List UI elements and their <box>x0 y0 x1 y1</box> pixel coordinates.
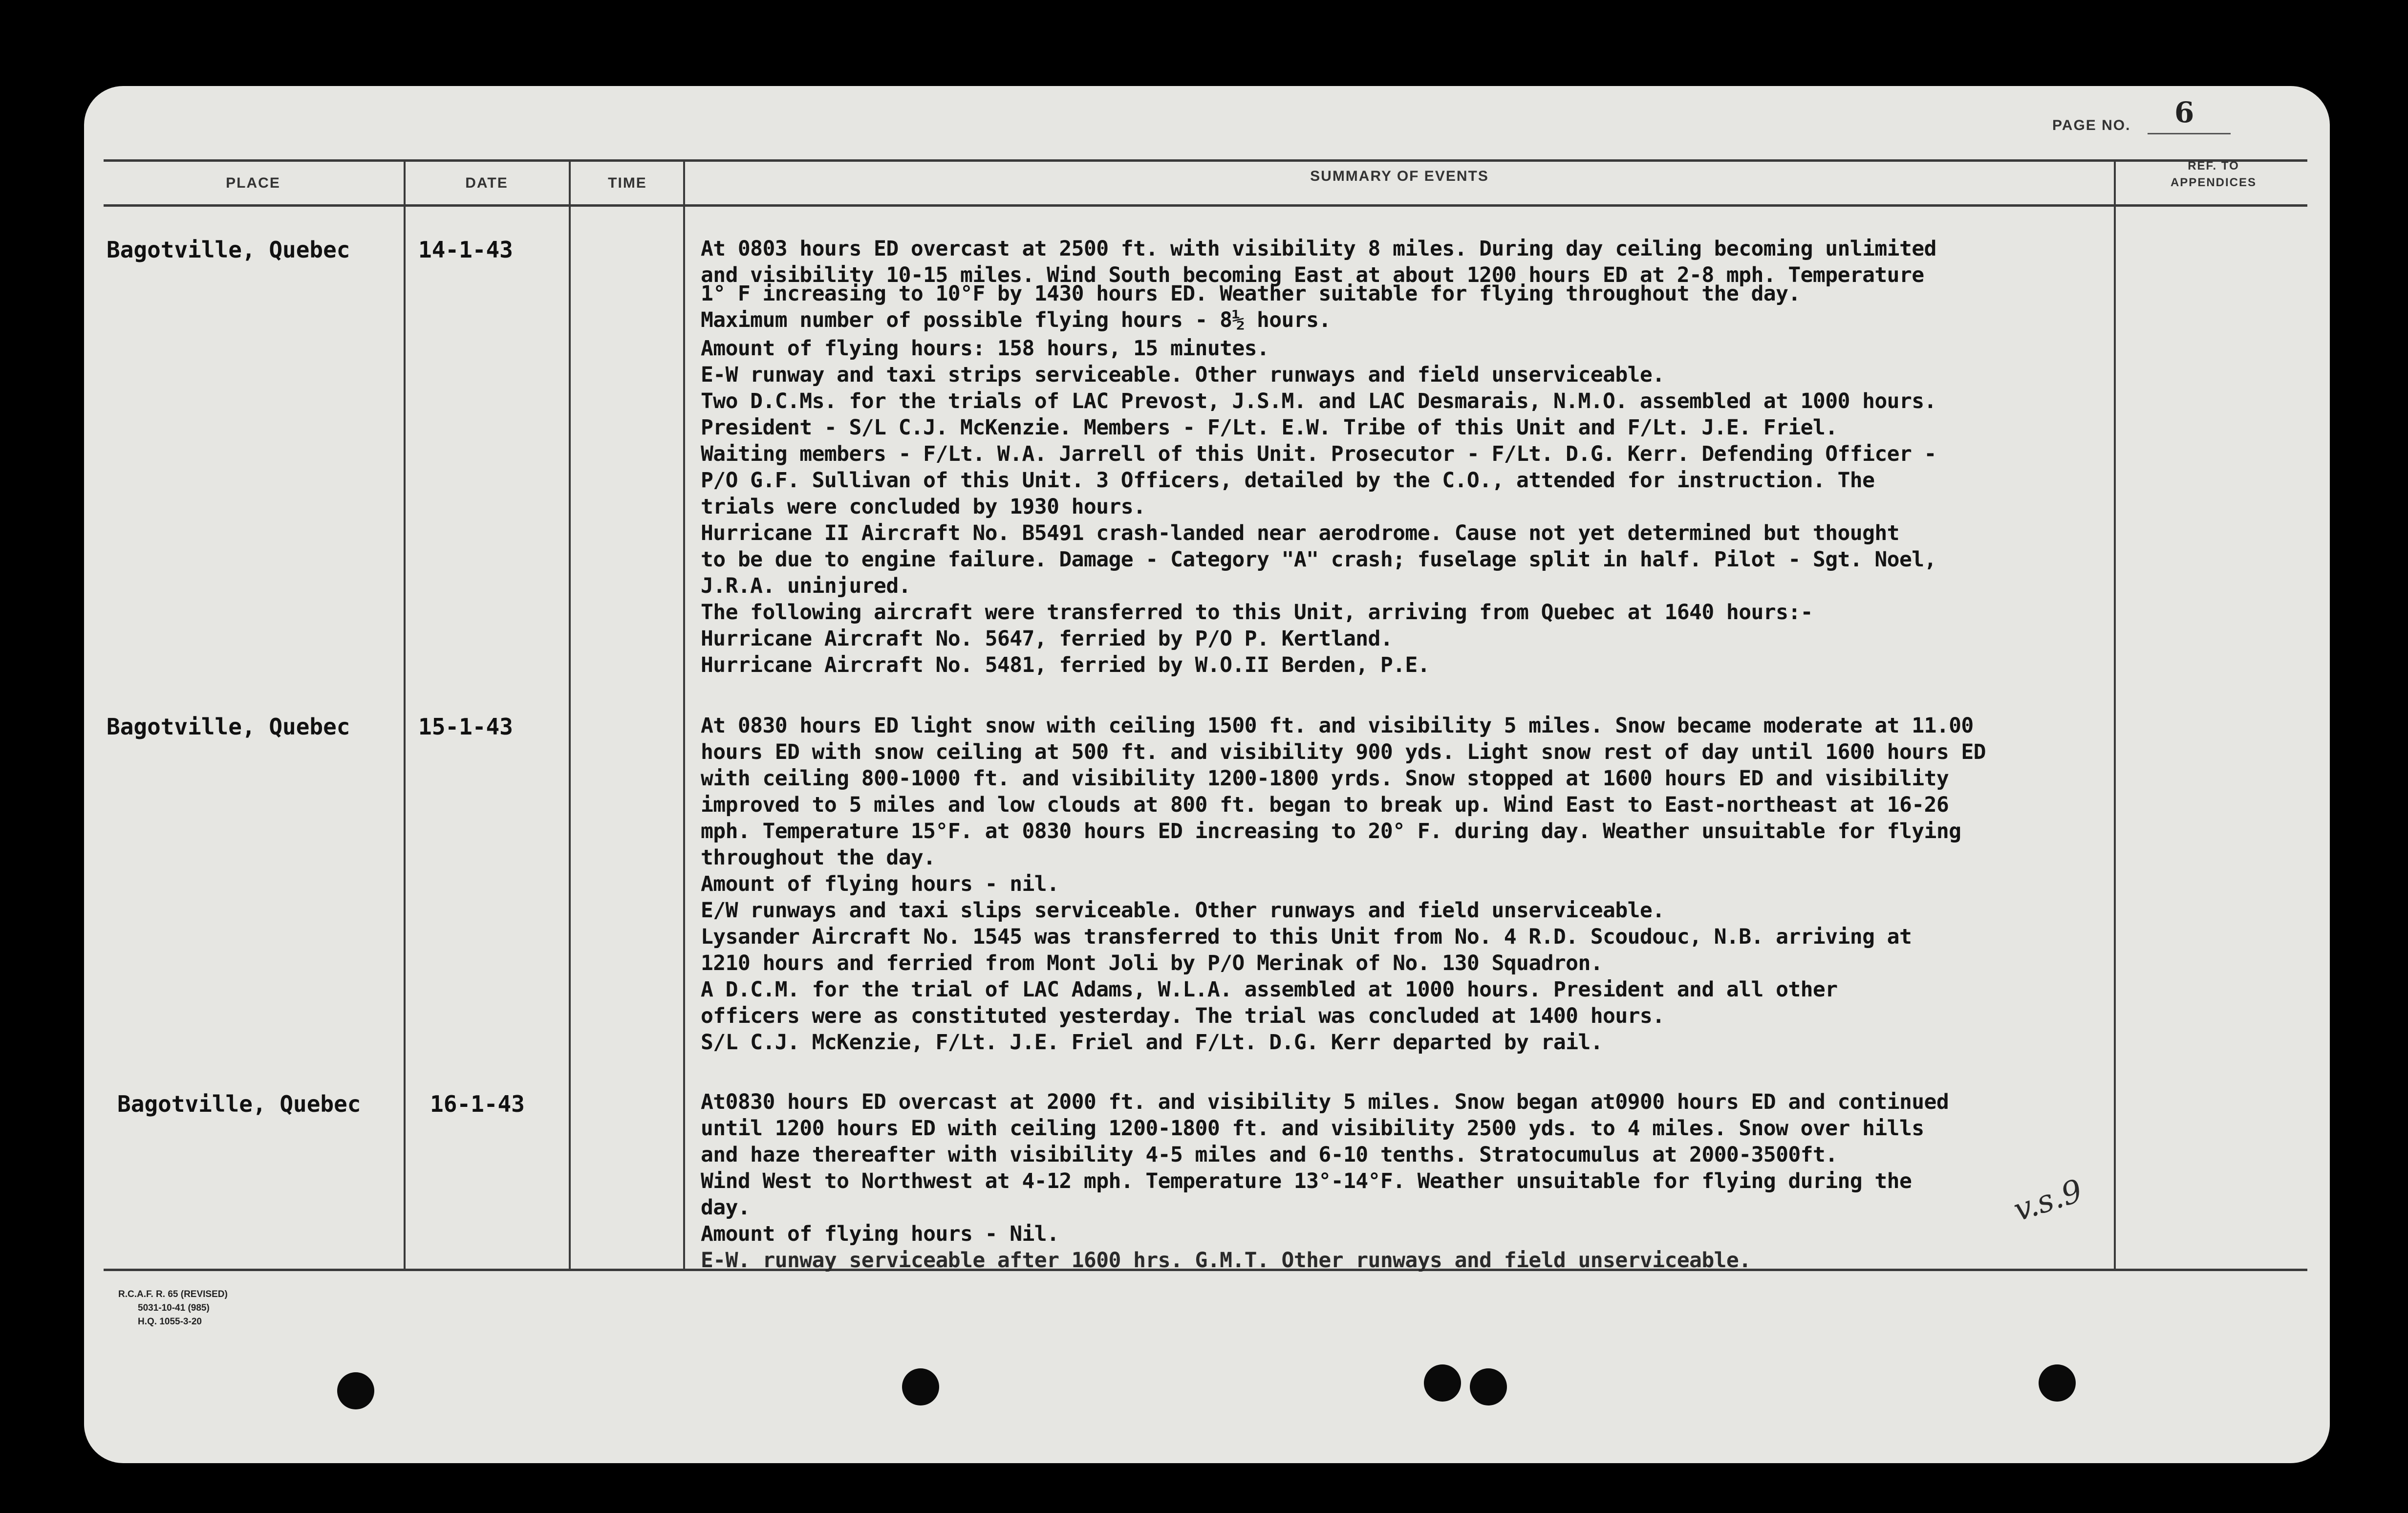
column-divider-2 <box>569 159 571 1270</box>
form-number-line1: R.C.A.F. R. 65 (REVISED) <box>118 1289 228 1299</box>
punch-hole <box>1424 1364 1461 1402</box>
summary-line: Hurricane II Aircraft No. B5491 crash-landed near aerodrome. Cause not yet determined but thought <box>701 521 1899 545</box>
entry-date: 14-1-43 <box>418 237 513 263</box>
summary-line: 1° F increasing to 10°F by 1430 hours ED. Weather suitable for flying throughout the day. <box>701 281 1801 306</box>
summary-line: P/O G.F. Sullivan of this Unit. 3 Officers, detailed by the C.O., attended for instruction. The <box>701 468 1875 493</box>
summary-line: E/W runways and taxi slips serviceable. Other runways and field unserviceable. <box>701 898 1665 923</box>
summary-line: Lysander Aircraft No. 1545 was transferred to this Unit from No. 4 R.D. Scoudouc, N.B. arriving at <box>701 925 1912 949</box>
summary-line: to be due to engine failure. Damage - Category "A" crash; fuselage split in half. Pilot - Sgt. Noel, <box>701 547 1936 572</box>
summary-line: and haze thereafter with visibility 4-5 miles and 6-10 tenths. Stratocumulus at 2000-3500ft. <box>701 1143 1838 1167</box>
summary-line: E-W runway and taxi strips serviceable. Other runways and field unserviceable. <box>701 363 1665 387</box>
column-header-place: PLACE <box>226 175 280 191</box>
summary-line: improved to 5 miles and low clouds at 800 ft. began to break up. Wind East to East-northeast at 16-26 <box>701 793 1949 817</box>
page-number-label: PAGE NO. <box>2052 117 2131 133</box>
summary-line: Amount of flying hours - Nil. <box>701 1222 1059 1246</box>
form-number-line2: 5031-10-41 (985) <box>138 1303 210 1313</box>
column-header-summary: SUMMARY OF EVENTS <box>1310 168 1489 184</box>
summary-line: Two D.C.Ms. for the trials of LAC Prevost, J.S.M. and LAC Desmarais, N.M.O. assembled at 1000 hours. <box>701 389 1936 413</box>
entry-place: Bagotville, Quebec <box>107 713 350 740</box>
punch-hole <box>1470 1368 1507 1405</box>
summary-line: The following aircraft were transferred to this Unit, arriving from Quebec at 1640 hours:- <box>701 600 1813 625</box>
handwritten-annotation: v.s.9 <box>2009 1172 2087 1229</box>
column-divider-3 <box>683 159 685 1270</box>
summary-line: S/L C.J. McKenzie, F/Lt. J.E. Friel and F/Lt. D.G. Kerr departed by rail. <box>701 1030 1603 1055</box>
summary-line: Hurricane Aircraft No. 5647, ferried by P/O P. Kertland. <box>701 627 1393 651</box>
punch-hole <box>902 1368 939 1405</box>
summary-line: Waiting members - F/Lt. W.A. Jarrell of this Unit. Prosecutor - F/Lt. D.G. Kerr. Defending Officer - <box>701 442 1936 466</box>
summary-line: President - S/L C.J. McKenzie. Members - F/Lt. E.W. Tribe of this Unit and F/Lt. J.E. Friel. <box>701 415 1838 440</box>
summary-line: trials were concluded by 1930 hours. <box>701 495 1146 519</box>
summary-line: officers were as constituted yesterday. The trial was concluded at 1400 hours. <box>701 1004 1665 1028</box>
column-header-time: TIME <box>608 175 647 191</box>
summary-line: until 1200 hours ED with ceiling 1200-1800 ft. and visibility 2500 yds. to 4 miles. Snow over hills <box>701 1116 1924 1141</box>
summary-line: hours ED with snow ceiling at 500 ft. and visibility 900 yds. Light snow rest of day until 1600 hours ED <box>701 740 1986 764</box>
summary-line: with ceiling 800-1000 ft. and visibility 1200-1800 yrds. Snow stopped at 1600 hours ED and visibility <box>701 766 1949 791</box>
summary-line: mph. Temperature 15°F. at 0830 hours ED increasing to 20° F. during day. Weather unsuitable for flying <box>701 819 1961 843</box>
summary-line: A D.C.M. for the trial of LAC Adams, W.L.A. assembled at 1000 hours. President and all other <box>701 977 1838 1002</box>
summary-line: and visibility 10-15 miles. Wind South becoming East at about 1200 hours ED at 2-8 mph. Temperature <box>701 263 1924 287</box>
summary-line: 1210 hours and ferried from Mont Joli by P/O Merinak of No. 130 Squadron. <box>701 951 1603 975</box>
page-number-underline <box>2148 133 2231 134</box>
column-header-date: DATE <box>465 175 508 191</box>
summary-line: J.R.A. uninjured. <box>701 574 911 598</box>
column-divider-1 <box>404 159 406 1270</box>
summary-line: At 0830 hours ED light snow with ceiling 1500 ft. and visibility 5 miles. Snow became moderate at 11.00 <box>701 713 1974 738</box>
entry-date: 15-1-43 <box>418 713 513 740</box>
summary-line: throughout the day. <box>701 845 936 870</box>
header-rule <box>104 204 2307 207</box>
summary-line: Maximum number of possible flying hours - 8½ hours. <box>701 308 1331 332</box>
summary-line: Hurricane Aircraft No. 5481, ferried by W.O.II Berden, P.E. <box>701 653 1430 677</box>
entry-place: Bagotville, Quebec <box>107 237 350 263</box>
summary-line: day. <box>701 1195 751 1220</box>
punch-hole <box>337 1372 374 1409</box>
summary-line: Wind West to Northwest at 4-12 mph. Temperature 13°-14°F. Weather unsuitable for flying during the <box>701 1169 1912 1193</box>
summary-line: Amount of flying hours: 158 hours, 15 minutes. <box>701 336 1269 361</box>
entry-place: Bagotville, Quebec <box>117 1091 361 1117</box>
column-header-ref-line2: APPENDICES <box>2170 176 2257 189</box>
column-divider-4 <box>2114 159 2116 1270</box>
summary-line: Amount of flying hours - nil. <box>701 872 1059 896</box>
punch-hole <box>2039 1364 2076 1402</box>
column-header-ref-line1: REF. TO <box>2188 159 2239 173</box>
form-number-line3: H.Q. 1055-3-20 <box>138 1317 202 1327</box>
top-rule <box>104 159 2307 162</box>
summary-line: E-W. runway serviceable after 1600 hrs. G.M.T. Other runways and field unserviceable. <box>701 1248 1751 1273</box>
summary-line: At0830 hours ED overcast at 2000 ft. and visibility 5 miles. Snow began at0900 hours ED and continued <box>701 1090 1949 1114</box>
entry-date: 16-1-43 <box>430 1091 525 1117</box>
page-number-value: 6 <box>2174 96 2194 129</box>
summary-line: At 0803 hours ED overcast at 2500 ft. with visibility 8 miles. During day ceiling becoming unlimited <box>701 237 1936 261</box>
